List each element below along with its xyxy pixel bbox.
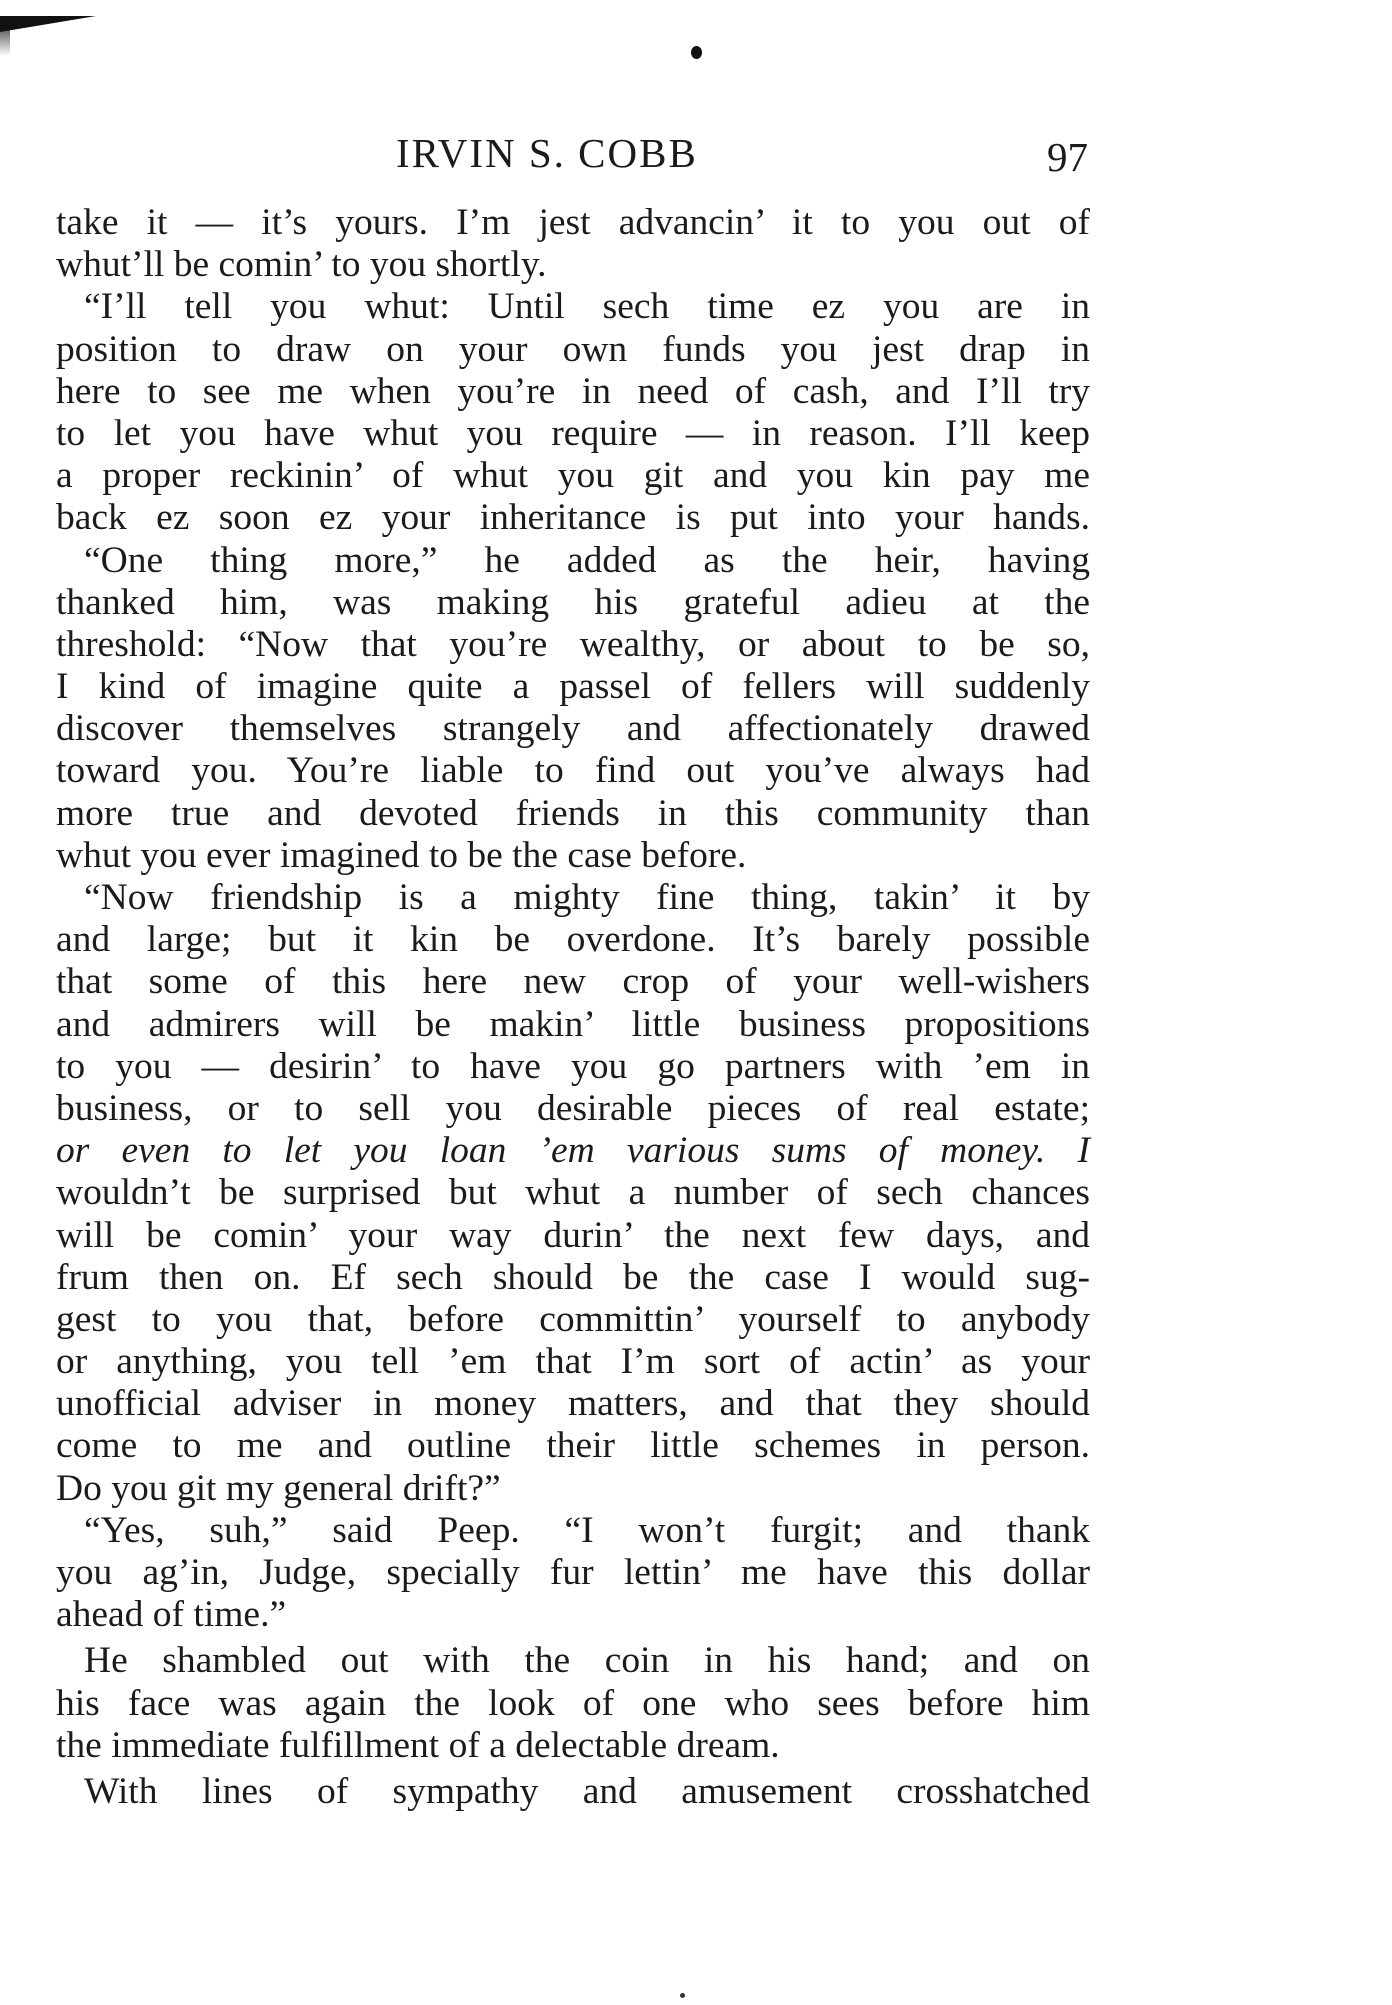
text-line: wouldn’t be surprised but whut a number of sech chances bbox=[56, 1172, 1090, 1214]
text-line: you ag’in, Judge, specially fur lettin’ me have this dollar bbox=[56, 1552, 1090, 1593]
bottom-ink-dot bbox=[680, 1993, 685, 1998]
text-line: his face was again the look of one who sees before him bbox=[56, 1682, 1090, 1724]
text-line: that some of this here new crop of your well-wishers bbox=[56, 961, 1090, 1003]
text-line: I kind of imagine quite a passel of fellers will suddenly bbox=[56, 666, 1090, 708]
text-line: more true and devoted friends in this community than bbox=[56, 792, 1090, 834]
text-line: to let you have whut you require — in reason. I’ll keep bbox=[56, 412, 1090, 454]
text-line: whut’ll be comin’ to you shortly. bbox=[56, 244, 547, 286]
text-line: here to see me when you’re in need of cash, and I’ll try bbox=[56, 370, 1090, 412]
text-line: to you — desirin’ to have you go partners with ’em in bbox=[56, 1045, 1090, 1087]
text-line: “One thing more,” he added as the heir, having bbox=[84, 539, 1090, 581]
text-line: thanked him, was making his grateful adieu at the bbox=[56, 581, 1090, 623]
text-line: toward you. You’re liable to find out you’ve always had bbox=[56, 750, 1090, 792]
text-line: “Yes, suh,” said Peep. “I won’t furgit; and thank bbox=[84, 1509, 1090, 1551]
top-ink-dot bbox=[691, 46, 702, 59]
text-line: whut you ever imagined to be the case before. bbox=[56, 834, 747, 876]
text-line: He shambled out with the coin in his hand; and on bbox=[84, 1640, 1090, 1682]
text-line: the immediate fulfillment of a delectable dream. bbox=[56, 1724, 780, 1766]
text-line: back ez soon ez your inheritance is put into your hands. bbox=[56, 497, 1090, 539]
text-line: unofficial adviser in money matters, and that they should bbox=[56, 1383, 1090, 1425]
page-body bbox=[56, 202, 1090, 1813]
text-line: ahead of time.” bbox=[56, 1594, 287, 1636]
text-line: or anything, you tell ’em that I’m sort of actin’ as your bbox=[56, 1341, 1090, 1383]
text-line: a proper reckinin’ of whut you git and you kin pay me bbox=[56, 455, 1090, 497]
running-head: IRVIN S. COBB bbox=[396, 130, 698, 176]
text-line: “Now friendship is a mighty fine thing, takin’ it by bbox=[84, 877, 1090, 918]
text-line: come to me and outline their little schemes in person. bbox=[56, 1425, 1090, 1467]
text-line: discover themselves strangely and affectionately drawed bbox=[56, 708, 1090, 750]
text-line: or even to let you loan ’em various sums of money. I bbox=[56, 1130, 1090, 1172]
text-line: frum then on. Ef sech should be the case I would sug- bbox=[56, 1256, 1090, 1298]
text-line: position to draw on your own funds you jest drap in bbox=[56, 328, 1090, 370]
text-line: gest to you that, before committin’ yourself to anybody bbox=[56, 1298, 1090, 1340]
page-number: 97 bbox=[1047, 134, 1088, 180]
page-header bbox=[56, 128, 1088, 178]
corner-scan-mark bbox=[0, 16, 96, 32]
text-line: threshold: “Now that you’re wealthy, or about to be so, bbox=[56, 623, 1090, 665]
text-line: Do you git my general drift?” bbox=[56, 1467, 501, 1509]
text-line: With lines of sympathy and amusement crosshatched bbox=[84, 1770, 1090, 1812]
text-line: and admirers will be makin’ little business propositions bbox=[56, 1003, 1090, 1045]
text-line: will be comin’ your way durin’ the next few days, and bbox=[56, 1214, 1090, 1256]
corner-scan-mark-shadow bbox=[0, 16, 10, 56]
text-line: “I’ll tell you whut: Until sech time ez you are in bbox=[84, 286, 1090, 328]
text-line: and large; but it kin be overdone. It’s barely possible bbox=[56, 919, 1090, 961]
text-line: take it — it’s yours. I’m jest advancin’ it to you out of bbox=[56, 202, 1090, 243]
text-line: business, or to sell you desirable pieces of real estate; bbox=[56, 1087, 1090, 1129]
